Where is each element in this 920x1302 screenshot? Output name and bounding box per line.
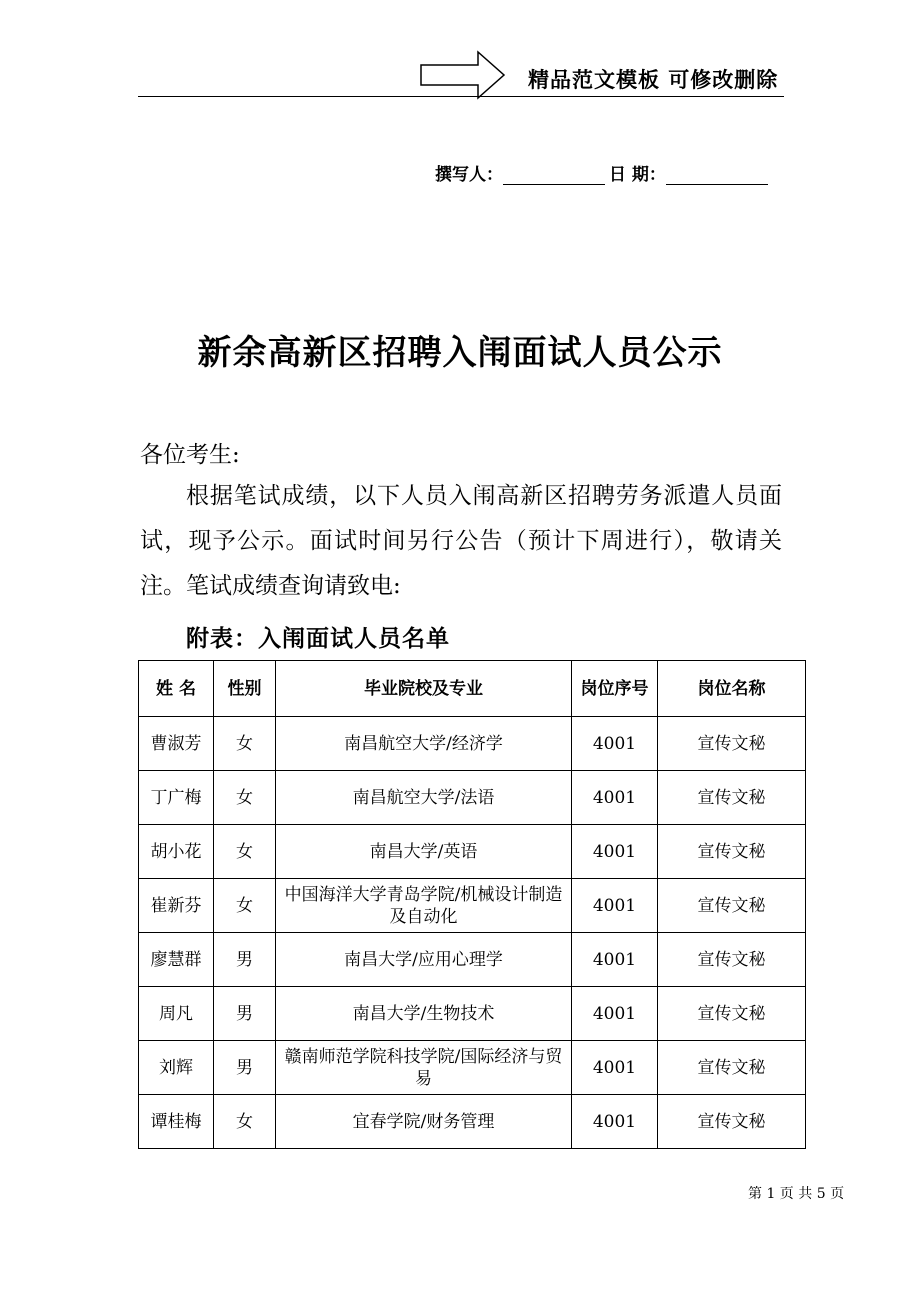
header-divider (138, 96, 784, 97)
candidate-table (138, 660, 806, 1149)
date-blank (666, 166, 768, 185)
column-header-position-name: 岗位名称 (658, 661, 806, 717)
cell-name: 谭桂梅 (139, 1095, 214, 1149)
table-row (139, 717, 806, 771)
cell-position-no: 4001 (572, 1041, 658, 1095)
cell-gender: 女 (214, 771, 276, 825)
table-row (139, 825, 806, 879)
cell-school-major: 南昌大学/生物技术 (276, 987, 572, 1041)
cell-gender: 女 (214, 879, 276, 933)
author-date-line (435, 160, 768, 185)
cell-gender: 女 (214, 825, 276, 879)
column-header-school-major: 毕业院校及专业 (276, 661, 572, 717)
column-header-position-no: 岗位序号 (572, 661, 658, 717)
cell-position-name: 宣传文秘 (658, 825, 806, 879)
cell-position-name: 宣传文秘 (658, 987, 806, 1041)
cell-position-name: 宣传文秘 (658, 933, 806, 987)
page-title: 新余高新区招聘入闱面试人员公示 (197, 333, 723, 373)
announcement-paragraph: 根据笔试成绩，以下人员入闱高新区招聘劳务派遣人员面试，现予公示。面试时间另行公告（预计下周进行），敬请关注。笔试成绩查询请致电: (140, 483, 782, 599)
page-number: 第 1 页 共 5 页 (748, 1186, 845, 1202)
author-blank (503, 166, 605, 185)
cell-school-major: 南昌航空大学/法语 (276, 771, 572, 825)
right-arrow-icon (420, 50, 506, 100)
table-row (139, 771, 806, 825)
cell-name: 廖慧群 (139, 933, 214, 987)
cell-position-no: 4001 (572, 987, 658, 1041)
cell-name: 曹淑芳 (139, 717, 214, 771)
cell-school-major: 赣南师范学院科技学院/国际经济与贸易 (276, 1041, 572, 1095)
table-header-row (139, 661, 806, 717)
cell-school-major: 南昌大学/英语 (276, 825, 572, 879)
table-row (139, 1041, 806, 1095)
column-header-gender: 性别 (214, 661, 276, 717)
table-row (139, 879, 806, 933)
column-header-name: 姓 名 (139, 661, 214, 717)
cell-name: 丁广梅 (139, 771, 214, 825)
cell-position-name: 宣传文秘 (658, 771, 806, 825)
cell-school-major: 南昌大学/应用心理学 (276, 933, 572, 987)
cell-position-no: 4001 (572, 933, 658, 987)
cell-gender: 男 (214, 933, 276, 987)
cell-name: 崔新芬 (139, 879, 214, 933)
salutation: 各位考生: (140, 442, 240, 468)
cell-position-no: 4001 (572, 825, 658, 879)
table-row (139, 1095, 806, 1149)
cell-position-no: 4001 (572, 879, 658, 933)
author-label: 撰写人： (435, 165, 503, 185)
cell-name: 刘辉 (139, 1041, 214, 1095)
cell-name: 周凡 (139, 987, 214, 1041)
cell-gender: 女 (214, 717, 276, 771)
cell-position-no: 4001 (572, 771, 658, 825)
cell-gender: 男 (214, 987, 276, 1041)
table-row (139, 933, 806, 987)
table-row (139, 987, 806, 1041)
cell-position-no: 4001 (572, 1095, 658, 1149)
cell-position-no: 4001 (572, 717, 658, 771)
header-caption: 精品范文模板 可修改删除 (528, 68, 779, 92)
cell-school-major: 宜春学院/财务管理 (276, 1095, 572, 1149)
cell-gender: 女 (214, 1095, 276, 1149)
cell-school-major: 南昌航空大学/经济学 (276, 717, 572, 771)
cell-name: 胡小花 (139, 825, 214, 879)
cell-school-major: 中国海洋大学青岛学院/机械设计制造及自动化 (276, 879, 572, 933)
date-label: 日 期： (609, 165, 666, 185)
cell-position-name: 宣传文秘 (658, 879, 806, 933)
cell-position-name: 宣传文秘 (658, 1095, 806, 1149)
cell-position-name: 宣传文秘 (658, 717, 806, 771)
cell-position-name: 宣传文秘 (658, 1041, 806, 1095)
appendix-title: 附表：入闱面试人员名单 (186, 626, 450, 652)
cell-gender: 男 (214, 1041, 276, 1095)
